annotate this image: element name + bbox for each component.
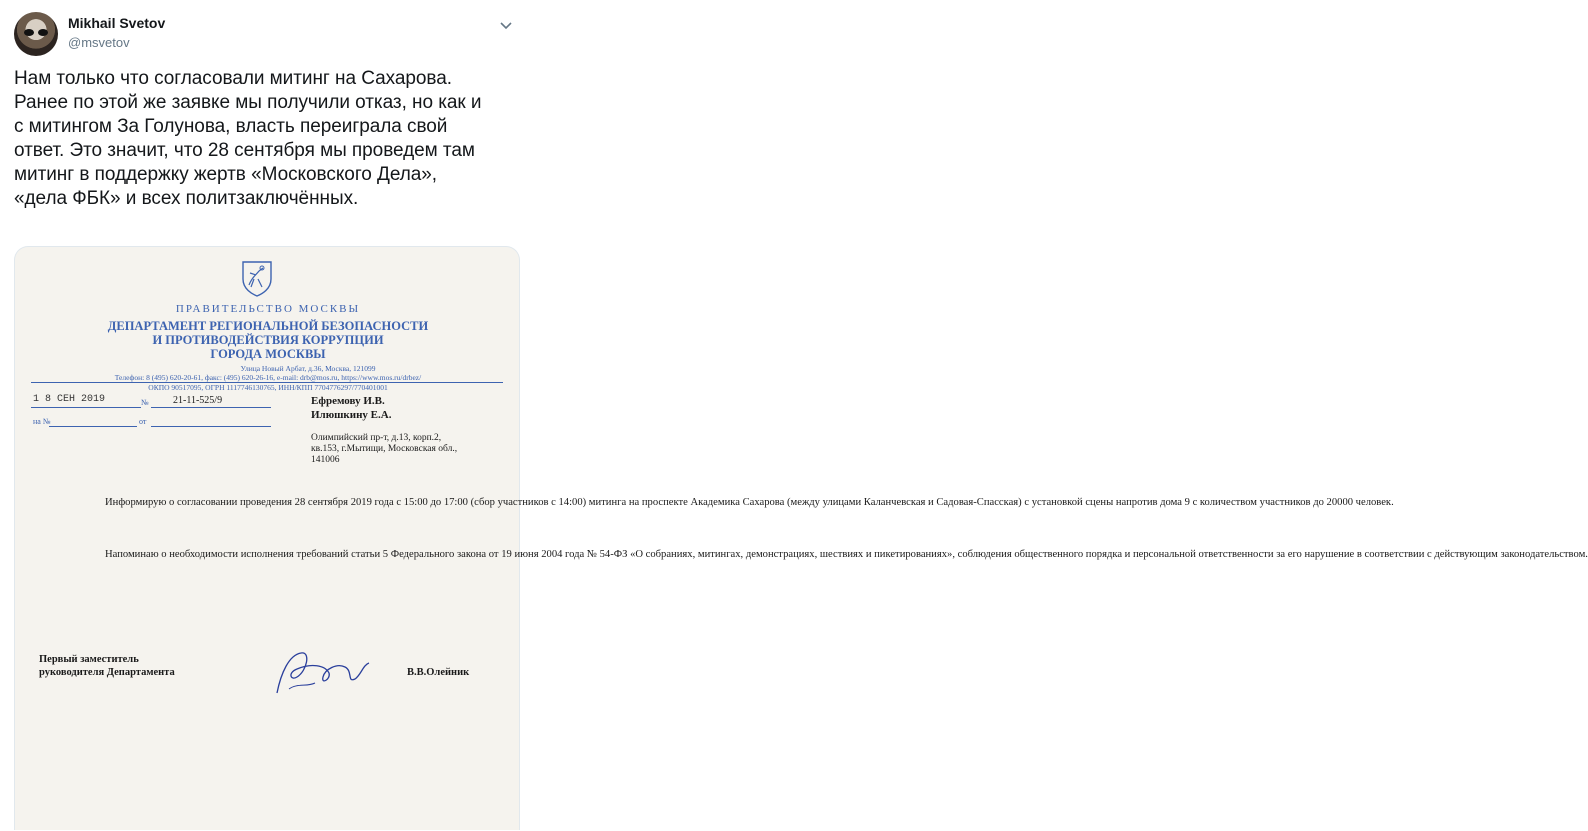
signatory-title-2: руководителя Департамента (39, 667, 175, 678)
reference-from-label: от (139, 417, 147, 426)
letter-paragraph-2: Напоминаю о необходимости исполнения требований статьи 5 Федерального закона от 19 июня 2004 года № 54-ФЗ «О собраниях, митингах, демонстрациях, шествиях и пикетированиях», соблюдения общественного порядка и персональной ответственности за его нарушение в соответствии с действующим законодательством. (105, 549, 1588, 560)
recipient-address-2: кв.153, г.Мытищи, Московская обл., (311, 444, 458, 454)
number-label: № (141, 398, 149, 407)
recipient-2: Илюшкину Е.А. (311, 409, 392, 421)
department-line-1: ДЕПАРТАМЕНТ РЕГИОНАЛЬНОЙ БЕЗОПАСНОСТИ (107, 319, 429, 333)
signatory-title-1: Первый заместитель (39, 654, 139, 665)
department-codes: ОКПО 90517095, ОГРН 1117746130765, ИНН/КПП 7704776297/770401001 (148, 383, 388, 392)
letter-paragraph-1: Информирую о согласовании проведения 28 сентября 2019 года с 15:00 до 17:00 (сбор участников с 14:00) митинга на проспекте Академика Сахарова (между улицами Каланчевская и Садовая-Спасская) с установкой сцены напротив дома 9 с количеством участников до 20000 человек. (105, 497, 1394, 508)
coat-of-arms-emblem (240, 259, 274, 297)
user-handle[interactable]: @msvetov (68, 35, 130, 50)
display-name[interactable]: Mikhail Svetov (68, 15, 166, 31)
avatar-glasses (24, 29, 48, 36)
outgoing-number: 21-11-525/9 (173, 395, 223, 406)
reference-underline (49, 426, 137, 427)
recipient-address-1: Олимпийский пр-т, д.13, корп.2, (311, 433, 442, 443)
tweet-header (14, 10, 517, 58)
recipient-1: Ефремову И.В. (311, 395, 385, 407)
chevron-down-icon[interactable] (495, 18, 517, 34)
number-underline (151, 407, 271, 408)
department-line-2: И ПРОТИВОДЕЙСТВИЯ КОРРУПЦИИ (152, 333, 384, 347)
reference-label: на № (33, 417, 51, 426)
department-address: Улица Новый Арбат, д.36, Москва, 121099 (240, 364, 376, 373)
date-underline (31, 407, 141, 408)
recipient-address-3: 141006 (311, 455, 340, 465)
official-letter (15, 247, 1588, 831)
department-line-3: ГОРОДА МОСКВЫ (210, 347, 326, 361)
avatar[interactable] (14, 12, 58, 56)
government-title: ПРАВИТЕЛЬСТВО МОСКВЫ (175, 303, 361, 315)
reference-from-underline (151, 426, 271, 427)
handwritten-signature (267, 643, 377, 703)
tweet-text: Нам только что согласовали митинг на Сахарова. Ранее по этой же заявке мы получили отказ, но как и с митингом За Голунова, власть переиграла свой ответ. Это значит, что 28 сентября мы проведем там митинг в поддержку жертв «Московского Дела», «дела ФБК» и всех политзаключённых. (14, 68, 482, 209)
registration-date-stamp: 1 8 СЕН 2019 (33, 394, 106, 405)
signatory-name: В.В.Олейник (407, 667, 470, 678)
department-contacts: Телефон: 8 (495) 620-20-61, факс: (495) 620-26-16, e-mail: drb@mos.ru, https://www.mos.ru/drbez/ (114, 373, 422, 382)
tweet-media-image[interactable] (14, 246, 1588, 830)
